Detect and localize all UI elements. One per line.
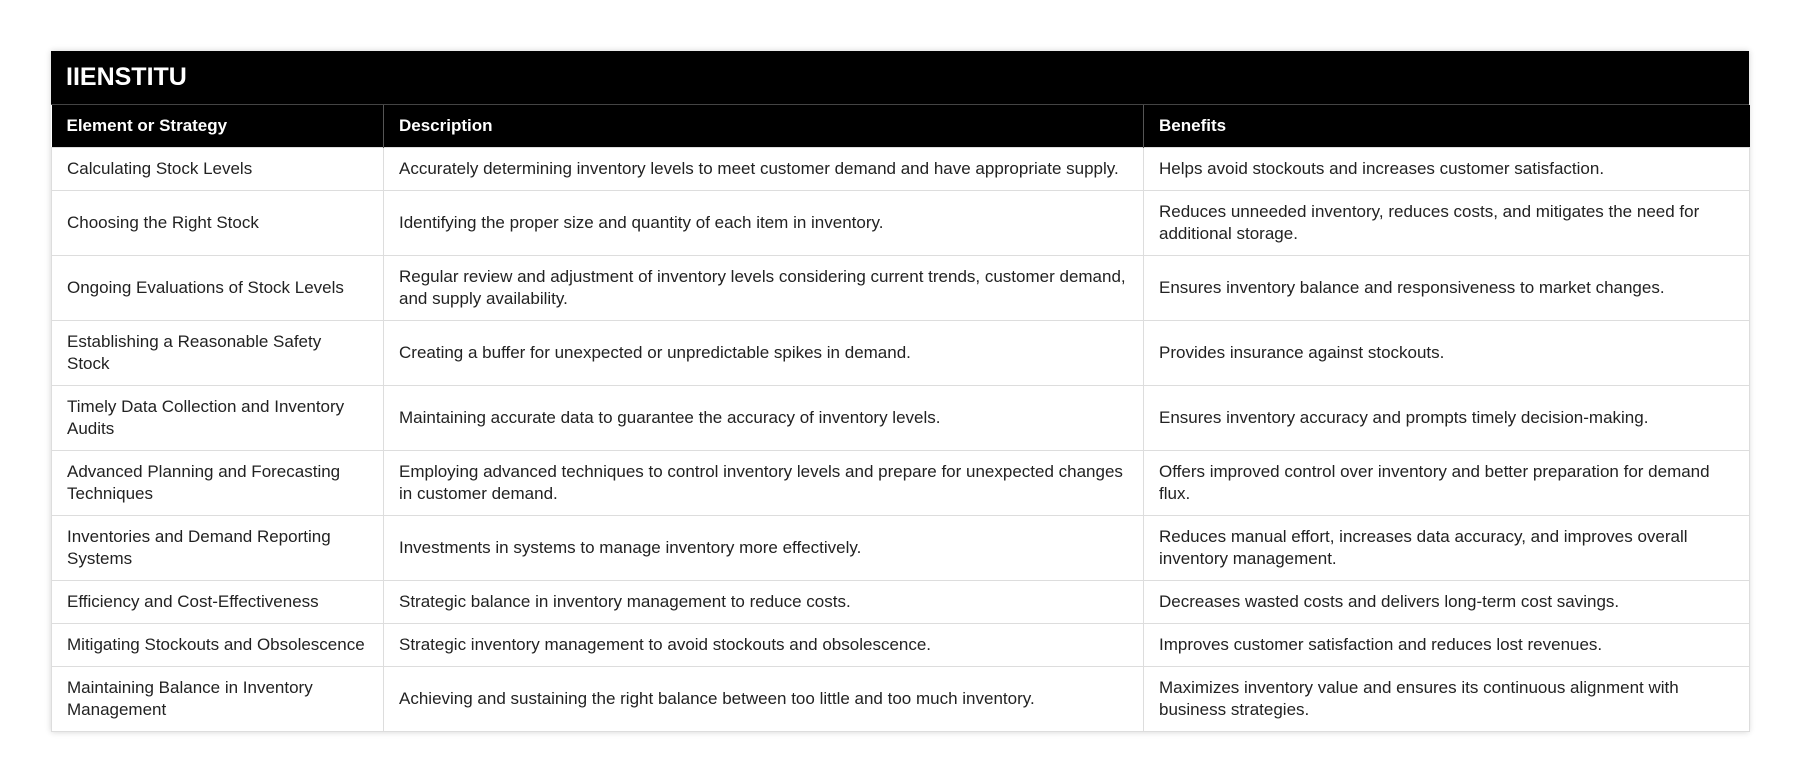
cell-element: Maintaining Balance in Inventory Management xyxy=(52,666,384,731)
table-row xyxy=(52,320,1750,385)
cell-element: Establishing a Reasonable Safety Stock xyxy=(52,320,384,385)
cell-element: Timely Data Collection and Inventory Audits xyxy=(52,385,384,450)
cell-element: Calculating Stock Levels xyxy=(52,147,384,190)
table-row xyxy=(52,666,1750,731)
cell-benefits: Decreases wasted costs and delivers long-term cost savings. xyxy=(1144,580,1750,623)
column-header-element: Element or Strategy xyxy=(52,105,384,147)
table-row xyxy=(52,385,1750,450)
table-body xyxy=(52,147,1750,731)
table-row xyxy=(52,623,1750,666)
cell-description: Strategic inventory management to avoid stockouts and obsolescence. xyxy=(384,623,1144,666)
cell-element: Inventories and Demand Reporting Systems xyxy=(52,515,384,580)
cell-benefits: Improves customer satisfaction and reduces lost revenues. xyxy=(1144,623,1750,666)
column-header-description: Description xyxy=(384,105,1144,147)
cell-description: Creating a buffer for unexpected or unpredictable spikes in demand. xyxy=(384,320,1144,385)
table-header xyxy=(52,105,1750,147)
cell-description: Employing advanced techniques to control inventory levels and prepare for unexpected changes in customer demand. xyxy=(384,450,1144,515)
cell-benefits: Helps avoid stockouts and increases customer satisfaction. xyxy=(1144,147,1750,190)
table-row xyxy=(52,147,1750,190)
table-title: IIENSTITU xyxy=(51,51,1749,105)
strategy-table xyxy=(51,105,1750,732)
cell-description: Achieving and sustaining the right balance between too little and too much inventory. xyxy=(384,666,1144,731)
header-row xyxy=(52,105,1750,147)
cell-benefits: Provides insurance against stockouts. xyxy=(1144,320,1750,385)
cell-element: Ongoing Evaluations of Stock Levels xyxy=(52,255,384,320)
cell-element: Choosing the Right Stock xyxy=(52,190,384,255)
cell-benefits: Reduces unneeded inventory, reduces costs, and mitigates the need for additional storage. xyxy=(1144,190,1750,255)
cell-element: Advanced Planning and Forecasting Techniques xyxy=(52,450,384,515)
cell-benefits: Maximizes inventory value and ensures its continuous alignment with business strategies. xyxy=(1144,666,1750,731)
cell-description: Investments in systems to manage inventory more effectively. xyxy=(384,515,1144,580)
table-row xyxy=(52,450,1750,515)
cell-description: Maintaining accurate data to guarantee the accuracy of inventory levels. xyxy=(384,385,1144,450)
cell-description: Identifying the proper size and quantity of each item in inventory. xyxy=(384,190,1144,255)
cell-benefits: Offers improved control over inventory and better preparation for demand flux. xyxy=(1144,450,1750,515)
cell-description: Regular review and adjustment of inventory levels considering current trends, customer demand, and supply availability. xyxy=(384,255,1144,320)
cell-description: Strategic balance in inventory management to reduce costs. xyxy=(384,580,1144,623)
cell-benefits: Ensures inventory balance and responsiveness to market changes. xyxy=(1144,255,1750,320)
cell-element: Mitigating Stockouts and Obsolescence xyxy=(52,623,384,666)
cell-element: Efficiency and Cost-Effectiveness xyxy=(52,580,384,623)
table-row xyxy=(52,580,1750,623)
table-row xyxy=(52,255,1750,320)
cell-description: Accurately determining inventory levels to meet customer demand and have appropriate supply. xyxy=(384,147,1144,190)
table-row xyxy=(52,190,1750,255)
column-header-benefits: Benefits xyxy=(1144,105,1750,147)
table-row xyxy=(52,515,1750,580)
strategy-table-container xyxy=(51,51,1749,732)
cell-benefits: Ensures inventory accuracy and prompts timely decision-making. xyxy=(1144,385,1750,450)
cell-benefits: Reduces manual effort, increases data accuracy, and improves overall inventory management. xyxy=(1144,515,1750,580)
